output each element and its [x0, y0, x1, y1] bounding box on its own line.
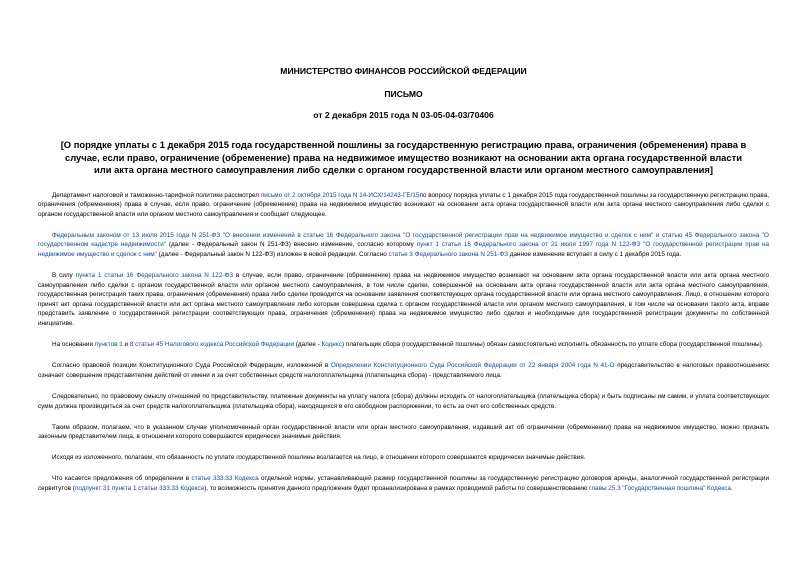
- link-letter-mintrud[interactable]: письмо от 2 октября 2015 года N 14-ИСХ/14243-ГЕ/15: [260, 191, 420, 199]
- link-federal-law-251[interactable]: Федеральным законом от 13 июля 2015 года N 251-ФЗ "О внесении изменений в статью 16 Федерального закона "О государственной регистрации прав на недвижимое имущество и сделок с ним" и статью 45 Федерального закона "О государственном кадастре недвижимости": [38, 231, 769, 249]
- document-page: [38, 60, 769, 505]
- link-article-45-tax-code[interactable]: 8 статьи 45 Налогового кодекса Российской Федерации: [129, 341, 295, 349]
- paragraph-text: В силу: [52, 272, 76, 280]
- link-subpoint-31[interactable]: подпункт 31 пункта 1 статьи 333.33 Кодекса: [74, 484, 205, 492]
- paragraph-representation: [38, 392, 769, 411]
- paragraph-text: ) плательщик сбора (государственной пошлины) обязан самостоятельно исполнить обязанность по уплате сбора (государственной пошлины).: [341, 341, 764, 349]
- link-chapter-25-3[interactable]: главы 25.3 "Государственная пошлина" Кодекса: [589, 484, 731, 492]
- link-point-1-article-16[interactable]: пункта 1 статьи 16 Федерального закона N 122-ФЗ: [75, 272, 234, 280]
- paragraph-text: Исходя из изложенного, полагаем, что обязанность по уплате государственной пошлины возлагается на лицо, в отношении которого совершаются юридически значимые действия.: [52, 454, 586, 462]
- link-court-ruling-41-o[interactable]: Определении Конституционного Суда Российской Федерации от 22 января 2004 года N 41-О: [330, 362, 615, 370]
- link-article-3-law-251[interactable]: статье 3 Федерального закона N 251-ФЗ: [388, 250, 509, 258]
- paragraph-law-251: [38, 231, 769, 260]
- link-code[interactable]: Кодекс: [321, 341, 342, 349]
- paragraph-text: Согласно правовой позиции Конституционного Суда Российской Федерации, изложенной в: [52, 362, 331, 370]
- paragraph-text: .: [730, 484, 733, 492]
- paragraph-conclusion-authority: [38, 423, 769, 442]
- paragraph-text: отдельной нормы, устанавливающей размер государственной пошлины за государственную регистрацию договоров аренды, аналогичной государственной регистрации сервитутов (: [38, 475, 770, 492]
- link-article-333-33[interactable]: статье 333.33 Кодекса: [191, 475, 259, 483]
- paragraph-tax-code-45: [38, 340, 769, 350]
- paragraph-text: На основании: [52, 341, 95, 349]
- paragraph-text: Департамент налоговой и таможенно-тарифной политики рассмотрел: [52, 191, 261, 199]
- paragraph-text: ), то возможность принятия данного предложения будет проанализирована в рамках проводимой работы по совершенствованию: [204, 484, 590, 492]
- paragraph-text: Таким образом, полагаем, что в указанном случае уполномоченный орган государственной власти или орган местного самоуправления, издавший акт об ограничении (обременении) права на недвижимое имущество, можно признать законным представителем лица, в отношении которого совершаются юридически значимые действия.: [38, 423, 769, 441]
- paragraph-text: (далее -: [294, 341, 322, 349]
- document-date-number: от 2 декабря 2015 года N 03-05-04-03/70406: [313, 110, 494, 120]
- paragraph-text: по вопросу порядка уплаты с 1 декабря 2015 года государственной пошлины за государственную регистрацию права, ограничения (обременения) права в случае, если право, ограничение (обременение) права на недвижимое имущество возникают на основании акта органа государственной власти или акта органа местного самоуправления либо сделки с органом государственной власти или органом местного самоуправления и сообщает следующее.: [38, 191, 769, 218]
- paragraph-constitutional-court: [38, 361, 769, 380]
- paragraph-text: (далее - Федеральный закон N 251-ФЗ) внесено изменение, согласно которому: [166, 241, 417, 249]
- ministry-name: МИНИСТЕРСТВО ФИНАНСОВ РОССИЙСКОЙ ФЕДЕРАЦИИ: [280, 66, 527, 76]
- paragraph-article-16: [38, 271, 769, 329]
- link-article-16-law-122[interactable]: пункт 1 статьи 16 Федерального закона от 21 июля 1997 года N 122-ФЗ "О государственной регистрации прав на недвижимое имущество и сделок с ним": [38, 241, 769, 258]
- document-body: [38, 191, 769, 494]
- link-points-1[interactable]: пунктов 1: [94, 341, 123, 349]
- document-type: ПИСЬМО: [384, 89, 423, 99]
- paragraph-text: в случае, если право, ограничение (обременение) права на недвижимое имущество возникают на основании акта органа государственной власти или акта органа местного самоуправления либо сделки с органом государственной власти или органом местного самоуправления, в том числе сделки, совершенной на основании акта органа государственной власти или акта органа местного самоуправления, государственная регистрация таких права, ограничения (обременения) права либо сделки проводится на основании заявления соответствующих органа государственной власти или органа местного самоуправления. Лицо, в отношении которого принят акт органа государственной власти или акт органа местного самоуправления либо которым совершена сделка с органом государственной власти или органом местного самоуправления, в том числе на основании такого акта, вправе представить заявление о государственной регистрации соответствующих права, ограничения (обременения) права на недвижимое имущество либо сделки и необходимые для государственной регистрации документы по собственной инициативе.: [38, 272, 769, 328]
- paragraph-intro: [38, 191, 769, 220]
- paragraph-text: (далее - Федеральный закон N 122-ФЗ) изложен в новой редакции. Согласно: [156, 250, 389, 258]
- paragraph-text: и: [122, 341, 130, 349]
- paragraph-text: Что касается предложения об определении в: [52, 475, 192, 483]
- document-title: [О порядке уплаты с 1 декабря 2015 года государственной пошлины за государственную регистрацию права, ограничения (обременения) права в случае, если право, ограничение (обременение) права на недвижимое имущество возникают на основании акта органа государственной власти или акта органа местного самоуправления либо сделки с органом государственной власти или органом местного самоуправления]: [60, 139, 747, 175]
- paragraph-proposal: [38, 474, 769, 493]
- paragraph-text: данное изменение вступает в силу с 1 декабря 2015 года.: [508, 250, 682, 258]
- paragraph-text: Следовательно, по правовому смыслу отношений по представительству, платежные документы на уплату налога (сбора) должны исходить от налогоплательщика (плательщика сбора) и быть подписаны им самим, и уплата соответствующих сумм должна производиться за счет средств налогоплательщика (плательщика сбора), находящихся в его свободном распоряжении, то есть за счет его собственных средств.: [38, 392, 769, 410]
- paragraph-text: представительство в налоговых правоотношениях означает совершение представителем действий от имени и за счет собственных средств налогоплательщика (плательщика сбора) - представляемого лица.: [38, 362, 769, 379]
- paragraph-conclusion-duty: [38, 453, 769, 463]
